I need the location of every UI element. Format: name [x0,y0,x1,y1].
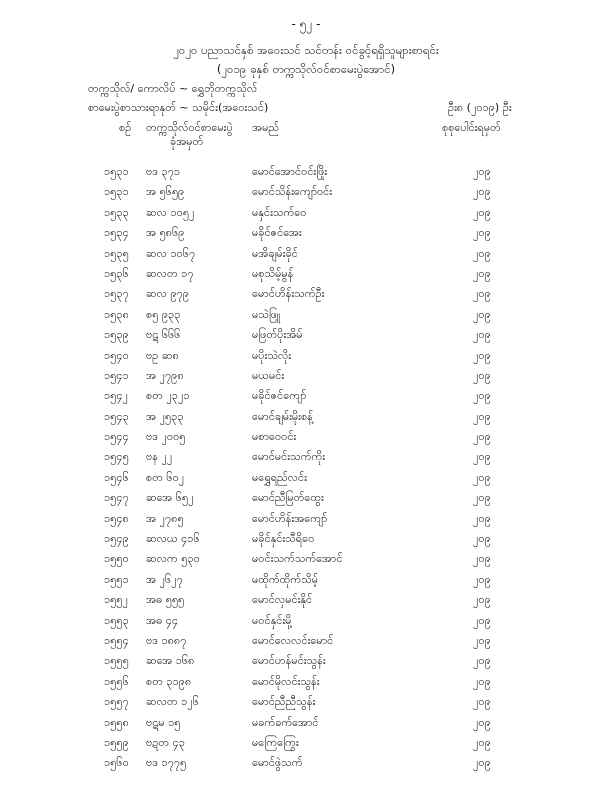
row-roll-number: အ ၂၇၈၅ [146,511,184,525]
row-name: မောင်ညီမြတ်ထွေး [252,491,324,505]
row-number: ၁၅၅၁ [104,572,129,586]
row-roll-number: ဗဥ ဆ၈ [146,348,179,362]
row-roll-number: ဆအေ ၁၆၈ [146,654,195,668]
row-roll-number: အ ၅၈၆၉ [146,226,185,240]
row-score: ၂၀၉ [473,368,491,382]
row-score: ၂၀၉ [473,246,491,260]
subject-line: စာမေးပွဲစာသားရာနုတ် ~ သမိုင်း(အဝေးသင်) [88,101,269,114]
results-table [0,165,612,777]
row-roll-number: ဗဋ ၆၆၆ [146,328,181,342]
row-name: မောင်အောင်ဝင်းဖြိုး [252,165,328,178]
row-name: မောင်ချမ်းမိုးစန့် [252,409,313,423]
row-number: ၁၅၅၈ [104,715,129,729]
row-roll-number: စ၅ ၉၃၃ [146,307,181,321]
row-score: ၂၀၉ [473,552,491,566]
column-header-name: အမည် [252,121,280,134]
row-score: ၂၀၉ [473,165,491,178]
row-roll-number: အ ၅၆၅၉ [146,185,185,199]
row-score: ၂၀၉ [473,226,491,240]
row-number: ၁၅၅၃ [104,613,129,627]
row-number: ၁၅၄၅ [104,450,129,464]
row-name: မောင်မင်းသက်ကိုး [252,450,326,464]
row-number: ၁၅၅၅ [104,654,129,668]
table-row [0,226,612,246]
table-row [0,756,612,776]
column-header-roll: တက္ကသိုလ်ဝင်စာမေးပွဲ [146,121,233,134]
row-name: မခိုင်ဇင်အေး [252,226,302,240]
page-number: - ၅၂ - [291,17,321,31]
row-score: ၂၀၉ [473,430,491,444]
row-number: ၁၅၃၃ [104,205,129,219]
table-row [0,614,612,634]
table-row [0,206,612,226]
row-score: ၂၀၉ [473,185,491,199]
row-score: ၂၀၉ [473,389,491,403]
row-name: မဝင်းသက်သက်အောင် [252,552,343,566]
document-title: ၂၀၂၀ ပညာသင်နှစ် အဝေးသင် သင်တန်း ဝင်ခွင့်ရရှိသူများစာရင်း [173,43,439,57]
row-number: ၁၅၄၆ [104,470,129,484]
row-roll-number: စတ ၃၁၉၈ [146,674,192,688]
row-roll-number: ဗဋမ ၁၅ [146,715,181,729]
row-roll-number: ဆလက ၅၃၀ [146,552,200,566]
row-number: ၁၅၃၈ [104,307,129,321]
table-row [0,369,612,389]
row-score: ၂၀၉ [473,307,491,321]
row-score: ၂၀၉ [473,450,491,464]
table-row [0,430,612,450]
row-name: မရွှေရည်လင်း [252,470,307,484]
table-row [0,491,612,511]
row-name: မောင်မိုလင်းသွန်း [252,674,320,688]
row-score: ၂၀၉ [473,409,491,423]
row-roll-number: အဓ ၅၅၅ [146,593,185,607]
row-roll-number: အ ၂၆၂၇ [146,572,183,586]
row-name: မစာဝေဝင်း [252,430,297,444]
row-name: မောင်ဖွဲသက် [252,756,303,770]
row-score: ၂၀၉ [473,735,491,749]
table-row [0,634,612,654]
row-number: ၁၅၅၀ [104,552,129,566]
row-score: ၂၀၉ [473,328,491,342]
table-row [0,287,612,307]
row-roll-number: ဆလ ၁၀၆၇ [146,246,196,260]
row-number: ၁၅၄၀ [104,348,129,362]
table-row [0,308,612,328]
row-roll-number: ဆလ ၁၀၅၂ [146,205,195,219]
row-number: ၁၅၆၀ [104,756,129,770]
row-roll-number: ဗဒ ၂၀၀၅ [146,430,186,444]
exam-date: ဦး၈ (၂၀၁၉) ဦး [448,101,512,114]
row-number: ၁၅၄၁ [104,368,129,382]
table-row [0,389,612,409]
row-name: မနှင်းသက်ဝေ [252,205,307,219]
row-number: ၁၅၅၂ [104,593,128,607]
row-number: ၁၅၅၇ [104,695,129,709]
row-name: မောင်သိန်းကျော်ဝင်း [252,185,333,199]
row-name: မောင်ဟိန်းသက်ဦး [252,287,325,301]
row-name: မောင်လှမင်းနိုင် [252,593,313,607]
university-line: တက္ကသိုလ်/ ကောလိပ် ~ ရွှေဘိုတက္ကသိုလ် [88,82,258,95]
row-name: မောင်ဟန်မင်းသွန်း [252,654,326,668]
row-number: ၁၅၃၁ [104,185,129,199]
table-row [0,328,612,348]
row-roll-number: ဗဒ ၁၇၇၅ [146,756,187,770]
row-roll-number: အ ၂၅၃၃ [146,409,184,423]
table-row [0,165,612,185]
row-name: မပိုးသဲလိုး [252,348,292,362]
row-score: ၂၀၉ [473,287,491,301]
row-number: ၁၅၄၉ [104,532,129,546]
row-score: ၂၀၉ [473,470,491,484]
row-name: မအိချမ်းခိုင် [252,246,298,260]
row-name: မဖြတ်ပိုးအိမ် [252,328,303,342]
row-number: ၁၅၃၉ [104,328,129,342]
table-row [0,349,612,369]
row-score: ၂၀၉ [473,266,491,280]
row-roll-number: ဆလ ၉၇၉ [146,287,190,301]
row-name: မခိုင်နှင်းသီရိဝေ [252,532,315,546]
table-row [0,267,612,287]
row-roll-number: အဓ ၄၄ [146,613,179,627]
row-roll-number: ဗဍတ ၄၃ [146,735,185,749]
row-roll-number: ဗဒ ၁၈၈၇ [146,633,187,647]
row-roll-number: ဆလယ ၄၁၆ [146,532,200,546]
row-score: ၂၀၉ [473,205,491,219]
row-score: ၂၀၉ [473,674,491,688]
table-row [0,675,612,695]
row-name: မခိုင်ဇင်ကျော် [252,389,307,403]
document-subtitle: (၂၀၁၉ ခုနှစ် တက္ကသိုလ်ဝင်စာမေးပွဲအောင်) [216,62,396,76]
table-row [0,573,612,593]
row-roll-number: ဗန ၂၂ [146,450,173,464]
row-roll-number: ဆအေ ၆၅၂ [146,491,194,505]
table-row [0,532,612,552]
table-row [0,736,612,756]
row-number: ၁၅၅၆ [104,674,129,688]
row-name: မဝင်နှင်းမို့ [252,613,292,627]
row-number: ၁၅၃၆ [104,266,129,280]
row-number: ၁၅၅၉ [104,735,129,749]
row-roll-number: အ ၂၇၉၈ [146,368,184,382]
row-score: ၂၀၉ [473,756,491,770]
row-name: မယမင်း [252,368,285,382]
row-name: မသဲဖြူ [252,307,281,321]
table-row [0,410,612,430]
column-header-roll-sub: ခုံအမှတ် [170,135,204,148]
row-roll-number: ဆလတ ၁၇ [146,266,194,280]
table-row [0,716,612,736]
row-name: မောင်လေလင်းမောင် [252,633,334,647]
row-number: ၁၅၃၅ [104,246,129,260]
row-score: ၂၀၉ [473,572,491,586]
row-score: ၂၀၉ [473,511,491,525]
row-number: ၁၅၃၄ [104,226,129,240]
row-score: ၂၀၉ [473,695,491,709]
row-number: ၁၅၃၁ [104,165,129,178]
row-roll-number: စတ ၆၀၂ [146,470,185,484]
row-number: ၁၅၄၄ [104,430,129,444]
row-roll-number: စတ ၂၃၂၁ [146,389,190,403]
table-row [0,654,612,674]
table-row [0,512,612,532]
column-header-score: စုစုပေါင်းရမှတ် [442,121,501,134]
table-row [0,471,612,491]
row-roll-number: ဗဒ ၃၇၁ [146,165,181,178]
row-number: ၁၅၄၇ [104,491,129,505]
table-row [0,247,612,267]
column-header-no: စဉ် [119,121,132,134]
row-score: ၂၀၉ [473,491,491,505]
row-score: ၂၀၉ [473,654,491,668]
row-score: ၂၀၉ [473,715,491,729]
row-name: မကြေကြွေး [252,735,299,749]
row-number: ၁၅၄၈ [104,511,129,525]
row-roll-number: ဆလတ ၁၂၆ [146,695,199,709]
row-number: ၁၅၄၂ [104,389,128,403]
row-number: ၁၅၄၃ [104,409,129,423]
table-row [0,185,612,205]
row-name: မထိုက်ထိုက်သိမ့် [252,572,318,586]
row-name: မောင်ဟိန်းအကျော် [252,511,328,525]
table-row [0,450,612,470]
row-score: ၂၀၉ [473,348,491,362]
table-row [0,552,612,572]
row-score: ၂၀၉ [473,532,491,546]
row-name: မောင်ညီညီသွန်း [252,695,316,709]
row-number: ၁၅၅၄ [104,633,129,647]
row-score: ၂၀၉ [473,593,491,607]
row-score: ၂၀၉ [473,633,491,647]
row-score: ၂၀၉ [473,613,491,627]
table-row [0,695,612,715]
row-name: မစုသိမ့်မွန် [252,266,294,280]
table-row [0,593,612,613]
row-name: မခက်ခက်အောင် [252,715,319,729]
row-number: ၁၅၃၇ [104,287,129,301]
